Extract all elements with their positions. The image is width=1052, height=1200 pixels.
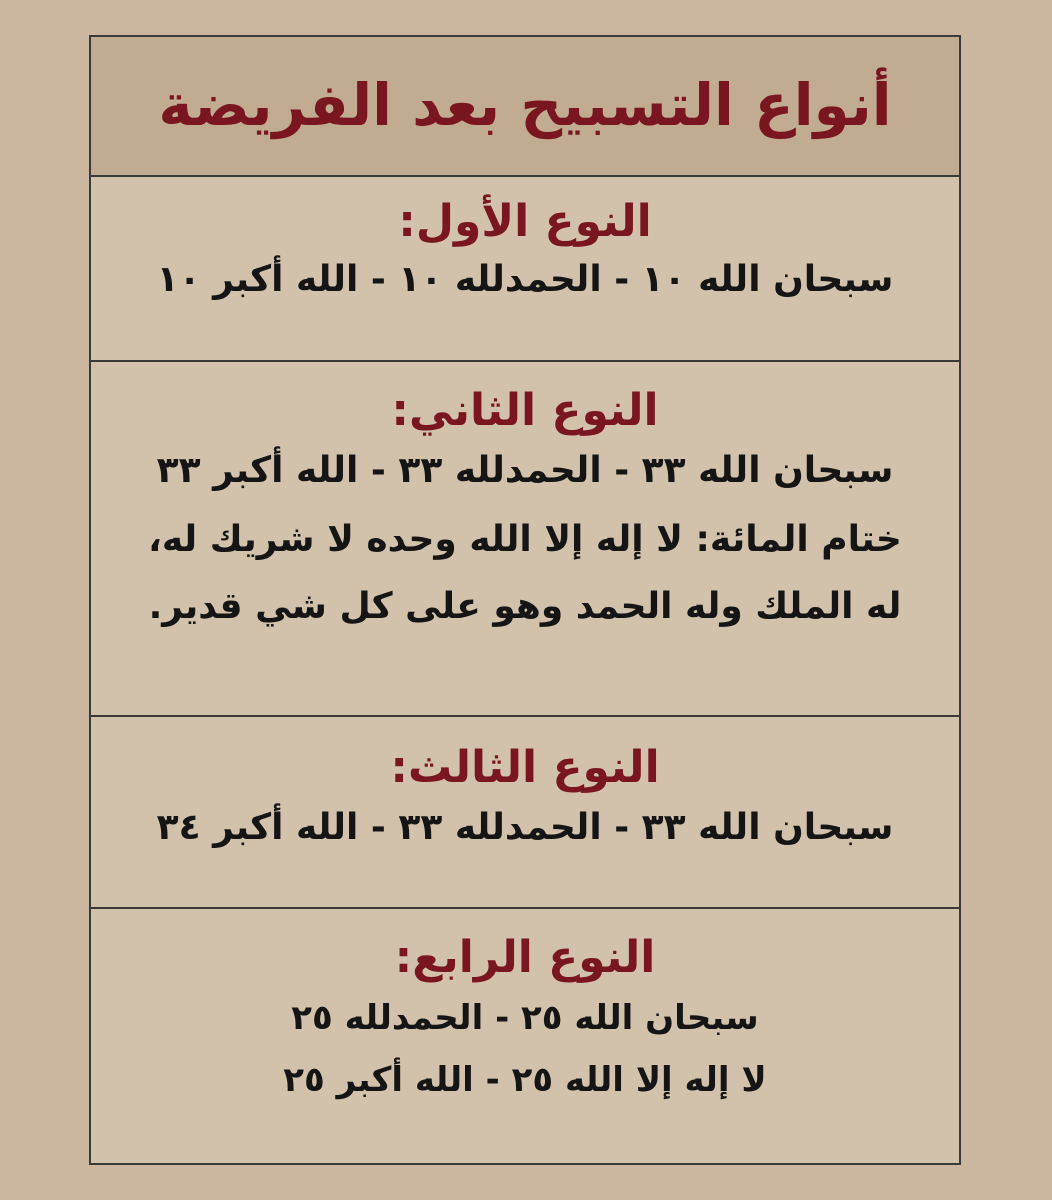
section-type-1 bbox=[91, 175, 959, 362]
section-type-3 bbox=[91, 717, 959, 909]
dhikr-line: سبحان الله ٢٥ - الحمدلله ٢٥ bbox=[291, 997, 759, 1038]
section-heading: النوع الرابع: bbox=[394, 932, 656, 983]
section-heading: النوع الثاني: bbox=[391, 385, 659, 436]
dhikr-line: سبحان الله ١٠ - الحمدلله ١٠ - الله أكبر ١٠ bbox=[156, 258, 894, 300]
title-row bbox=[91, 37, 959, 177]
section-heading: النوع الثالث: bbox=[390, 742, 660, 793]
tasbih-card bbox=[89, 35, 961, 1165]
dhikr-line: له الملك وله الحمد وهو على كل شي قدير. bbox=[148, 585, 902, 627]
dhikr-line: سبحان الله ٣٣ - الحمدلله ٣٣ - الله أكبر ٣٤ bbox=[156, 806, 894, 848]
dhikr-line: ختام المائة: لا إله إلا الله وحده لا شريك له، bbox=[148, 518, 902, 560]
dhikr-line: سبحان الله ٣٣ - الحمدلله ٣٣ - الله أكبر ٣٣ bbox=[156, 449, 894, 491]
page-title: أنواع التسبيح بعد الفريضة bbox=[158, 71, 892, 140]
dhikr-line: لا إله إلا الله ٢٥ - الله أكبر ٢٥ bbox=[283, 1060, 767, 1101]
section-type-2 bbox=[91, 362, 959, 717]
section-heading: النوع الأول: bbox=[398, 196, 652, 247]
section-type-4 bbox=[91, 909, 959, 1163]
